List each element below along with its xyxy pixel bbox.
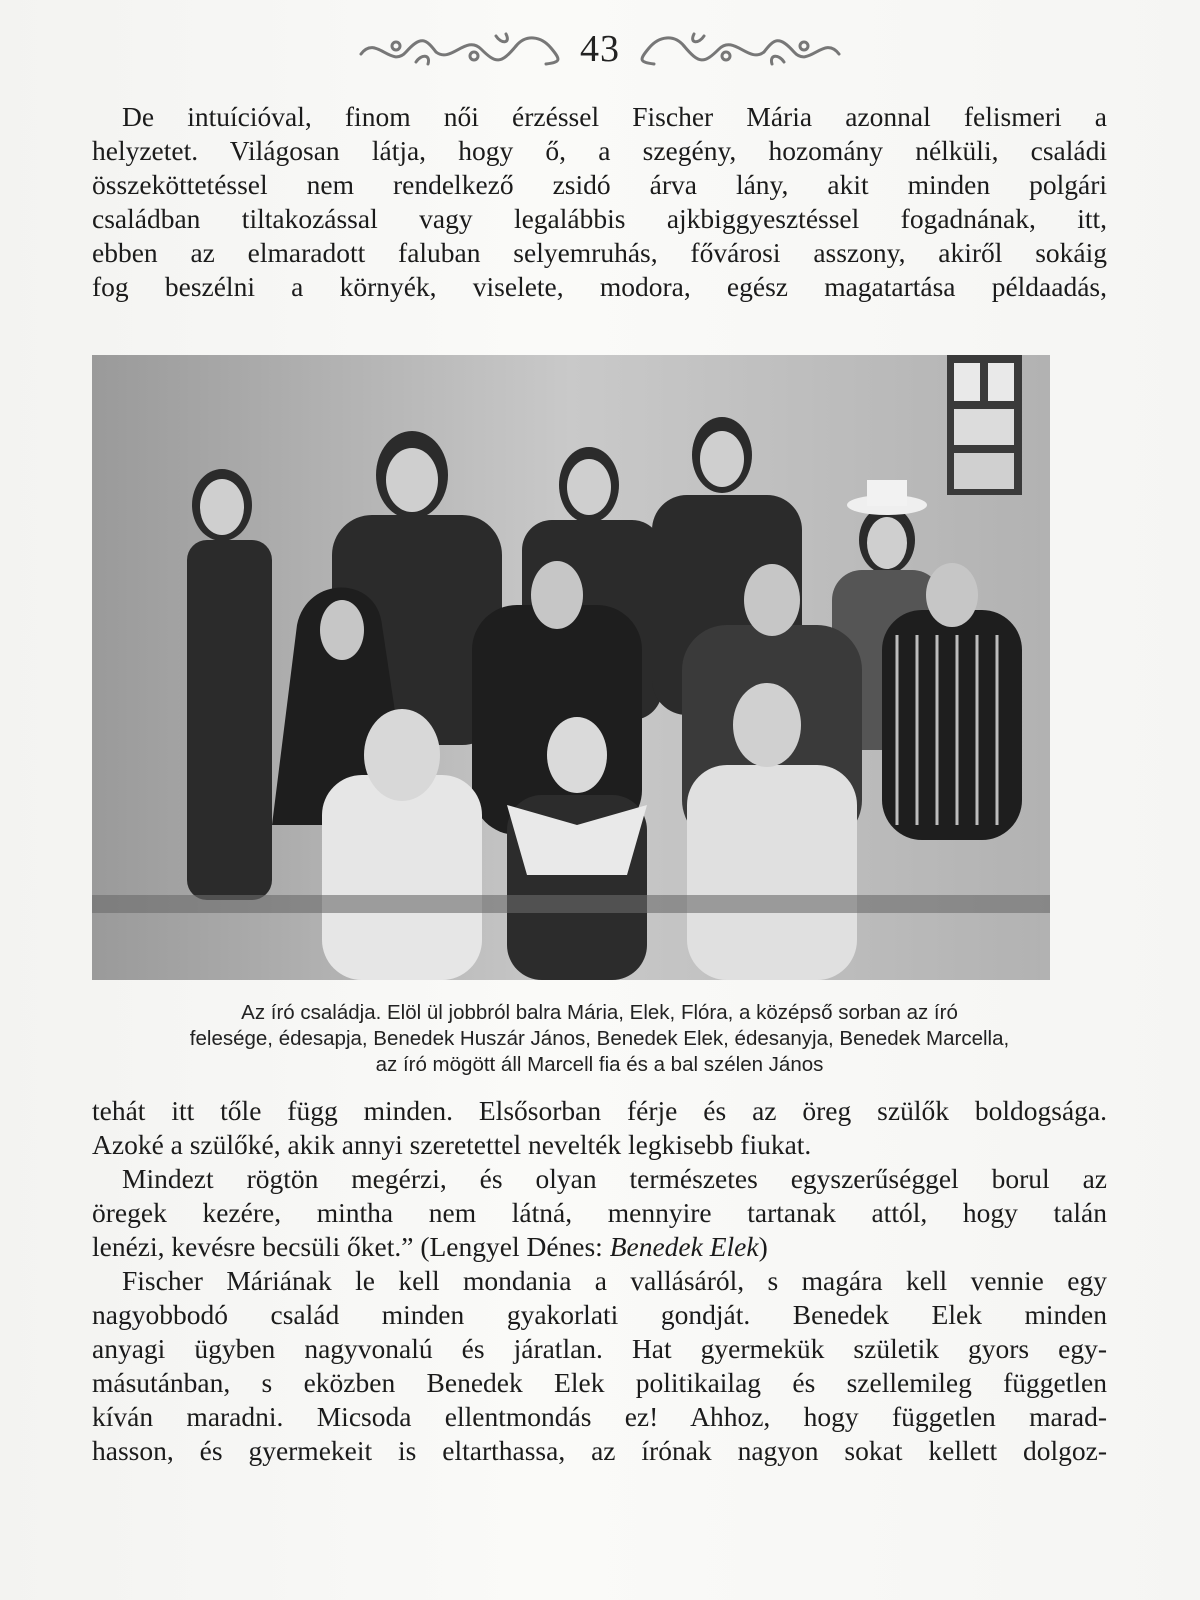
page-header bbox=[0, 14, 1200, 84]
family-photo bbox=[92, 355, 1050, 980]
paragraph-line: hasson, és gyermekeit is eltarthassa, az írónak nagyon sokat kellett dolgoz- bbox=[92, 1435, 1107, 1466]
paragraph-line: ebben az elmaradott faluban selyemruhás, fővárosi asszony, akiről sokáig bbox=[92, 237, 1107, 268]
paragraph-line: fog beszélni a környék, viselete, modora, egész magatartása példaadás, bbox=[92, 271, 1107, 302]
paragraph-line: Fischer Máriának le kell mondania a vallásáról, s magára kell vennie egy bbox=[122, 1265, 1107, 1296]
paragraph-line: nagyobbodó család minden gyakorlati gondját. Benedek Elek minden bbox=[92, 1299, 1107, 1330]
caption-line: az író mögött áll Marcell fia és a bal szélen János bbox=[375, 1053, 824, 1076]
paragraph-line-citation bbox=[92, 1230, 1107, 1264]
caption-line: Az író családja. Elöl ül jobbról balra Mária, Elek, Flóra, a középső sorban az író bbox=[241, 1001, 958, 1024]
bottom-paragraphs bbox=[92, 1094, 1107, 1468]
citation-suffix: ) bbox=[758, 1231, 768, 1262]
paragraph-line: De intuícióval, finom női érzéssel Fischer Mária azonnal felismeri a bbox=[122, 101, 1107, 132]
right-ornament-icon bbox=[634, 24, 844, 74]
paragraph-line: összeköttetéssel nem rendelkező zsidó árva lány, akit minden polgári bbox=[92, 169, 1107, 200]
paragraph-line: kíván maradni. Micsoda ellentmondás ez! Ahhoz, hogy független marad- bbox=[92, 1401, 1107, 1432]
paragraph-line: öregek kezére, mintha nem látná, mennyire tartanak attól, hogy talán bbox=[92, 1197, 1107, 1228]
citation-title: Benedek Elek bbox=[609, 1231, 759, 1262]
paragraph-line: helyzetet. Világosan látja, hogy ő, a szegény, hozomány nélküli, családi bbox=[92, 135, 1107, 166]
paragraph-line: tehát itt tőle függ minden. Elsősorban férje és az öreg szülők boldogsága. bbox=[92, 1095, 1107, 1126]
photo-caption bbox=[92, 1000, 1107, 1078]
paragraph-line: Mindezt rögtön megérzi, és olyan természetes egyszerűséggel borul az bbox=[122, 1163, 1107, 1194]
citation-prefix: lenézi, kevésre becsüli őket.” (Lengyel Dénes: bbox=[92, 1231, 610, 1262]
left-ornament-icon bbox=[356, 24, 566, 74]
caption-line: felesége, édesapja, Benedek Huszár János, Benedek Elek, édesanyja, Benedek Marcella, bbox=[189, 1027, 1010, 1050]
paragraph-line: anyagi ügyben nagyvonalú és járatlan. Hat gyermekük születik gyors egy- bbox=[92, 1333, 1107, 1364]
top-paragraph bbox=[92, 100, 1107, 304]
paragraph-line: családban tiltakozással vagy legalábbis ajkbiggyesztéssel fogadnának, itt, bbox=[92, 203, 1107, 234]
family-photo-illustration bbox=[92, 355, 1050, 980]
paragraph-line: másutánban, s eközben Benedek Elek politikailag és szellemileg független bbox=[92, 1367, 1107, 1398]
paragraph-line: Azoké a szülőké, akik annyi szeretettel nevelték legkisebb fiukat. bbox=[92, 1129, 812, 1160]
page-number: 43 bbox=[580, 28, 620, 70]
